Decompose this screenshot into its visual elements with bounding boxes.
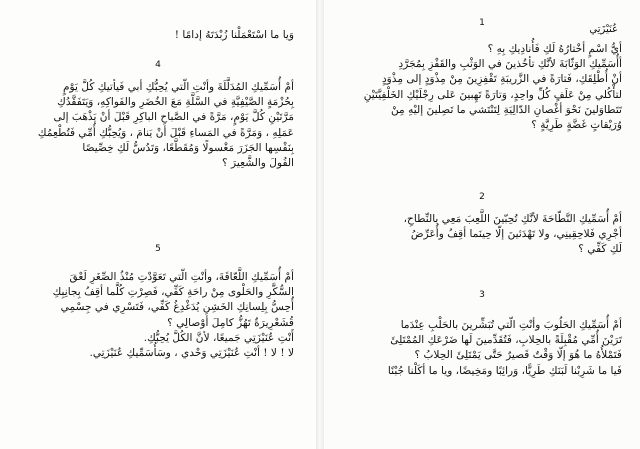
section-paragraph-5: أمْ أُسَمِّيكِ اللَّعّاقَةَ، وأنْتِ الّتي تَعَوَّدْتِ مُنْذُ الصِّغَرِ لَعْقَ السُّكَّرِ والحَلْوى مِنْ راحَةِ كَفِّي، فَصِرْتِ كُلَّما أقِفُ بِجانِبِكِ أُحِسُّ بِلِسانِكِ الخَشِنِ يُدَغْدِغُ كَفِّي، فَتَسْرِي في جِسْمِي قُشَعْرِيرَةٌ تَهُزُّ كامِلَ أوْصالِي ؟ أَنْتِ عُنَيْزَتِي جَميعًا، لأنَّ الكُلَّ يُحِبُّكِ. لا ! لا ! أنْتِ عُنَيْزَتِي وَحْدي ، وسَأُسَمِّيكِ عُنَيْزَتِي.: [52, 271, 294, 360]
section-number-1: 1: [479, 18, 485, 28]
section-number-4: 4: [155, 60, 161, 70]
section-number-5: 5: [155, 244, 161, 254]
section-paragraph-1: أيُّ اسْمٍ أخْتارُهُ لَكِ فَأُنادِيكِ بِهِ ؟ أأُسَمِّيكِ الوَثّابَةَ لأنَّكِ تأخُذينَ في الوَثْبِ والقَفْزِ بِمُجَرَّدِ أنْ أُطْلِقَكِ، فَتارَةً في الزَّريبَةِ تَقْفِزِينَ مِنْ مِذْوَدٍ إلى مِذْوَدٍ لتأْكُلي مِنْ عَلَفٍ كُلِّ واحِدٍ، وَتارَةً تَهِبينَ عَلى رِجْلَيْكِ الخَلْفِيَّتَيْنِ تَتَطاوَلينَ نَحْوَ أغْصانِ الدّالِيَةِ لِتَنْتَشي ما تَصِلينَ إليْهِ مِنْ وُرَيْقاتٍ غَضَّةٍ طَرِيَّةٍ ؟: [363, 43, 622, 132]
section-number-2: 2: [479, 192, 485, 202]
continued-line: وَيا ما اسْتَعْمَلْنا زُبْدَتَهُ إدامًا !: [174, 29, 294, 41]
section-paragraph-4: أمْ أُسَمِّيكِ المُدَلَّلَةَ وأنْتِ الّتي يُحِبُّكِ أبي فَيأتيكِ كُلَّ يَوْمٍ بِحُزْمَةٍ الصَّيْفِيَّةِ في السَّلَّةِ مَعَ الخُضَرِ والفَواكِهِ، وَيَتَفَقَّدُكِ مَرَّتَيْنِ كُلَّ يَوْمٍ، مَرَّةً في الصَّباحِ الباكِرِ قَبْلَ أنْ يَذْهَبَ إلى عَمَلِهِ ، وَمَرَّةً في المَساءِ قَبْلَ أنْ يَنامَ ، وَيُحِبُّكِ أُمِّي فَتُطْعِمُكِ بِنَفْسِها الجَزَرَ مَغْسولًا وَمُقَطَّعًا، وَتَدُسُّ لَكِ خِصِّيصًا الفُولَ والشَّعِيرَ ؟: [37, 81, 294, 170]
section-number-3: 3: [479, 290, 485, 300]
page-gutter: [316, 0, 324, 449]
section-paragraph-2: أمْ أُسَمِّيكِ النَّطّاحَةَ لأنَّكِ تُحِبّينَ اللَّعِبَ مَعِي بالنِّطاحِ، أجْرِي فَلاحِقِينِي، ولا تَهْدَئينَ إلّا حِينَما أقِفُ وأُعَرِّضُ لَكِ كَفِّي ؟: [403, 213, 622, 256]
page-header: عُنَيْزَتِي: [589, 24, 618, 35]
section-paragraph-3: أمْ أُسَمِّيكِ الحَلُوبَ وأنْتِ الّتي تُبَشِّرينَ بالحَلْبِ عِنْدَما تَرَيْنَ أُمِّي مُقْبِلَةً بالحِلابِ، فَتُقَدِّمينَ لَها ضَرْعَكِ المُمْتَلِئَ فَتَمْلأُهُ ما هُوَ إلّا وَقْتٌ قَصيرٌ حَتَّى يَمْتَلِئَ الحِلابُ ؟ فَيا ما شَرِبْنا لَبَنَكِ طَرِيًّا، وَرائِبًا ومَخِيضًا، ويا ما أكَلْنا جُبْنًا: [387, 319, 622, 377]
left-page: [0, 0, 316, 449]
right-page: [324, 0, 640, 449]
